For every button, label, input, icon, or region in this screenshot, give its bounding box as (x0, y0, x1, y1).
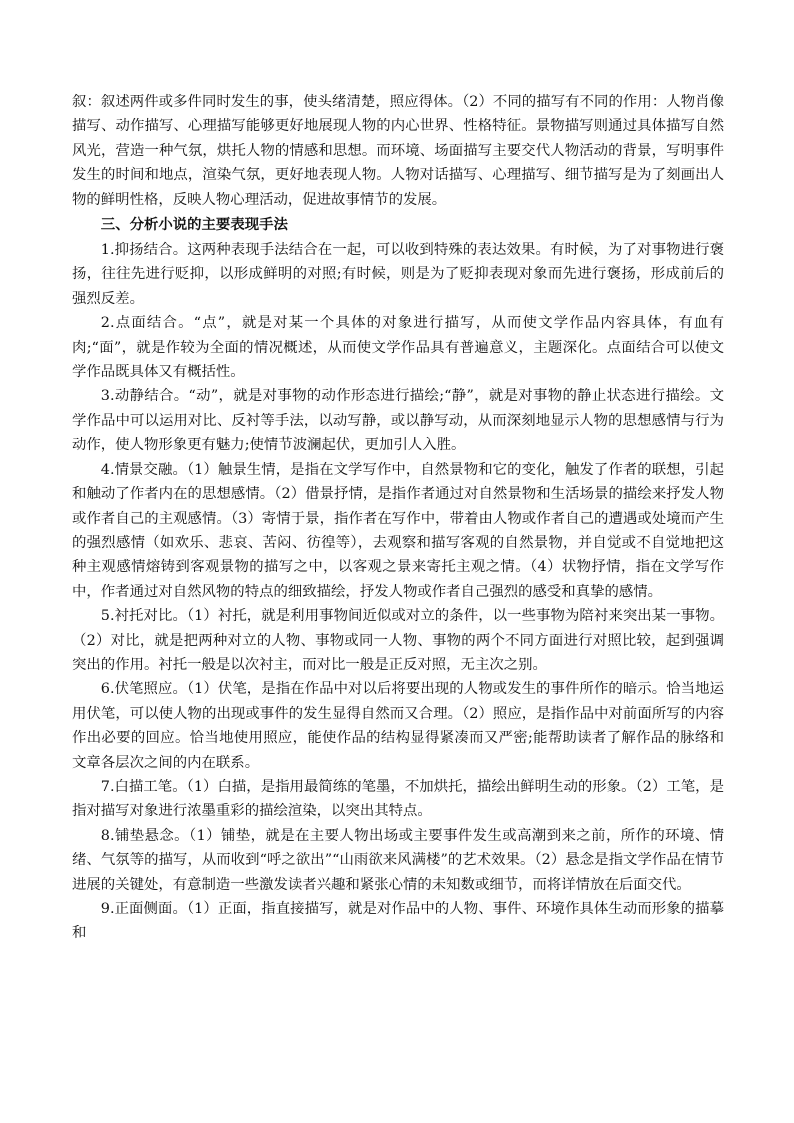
document-body (72, 90, 724, 946)
technique-item-5: 5.衬托对比。（1）衬托，就是利用事物间近似或对立的条件，以一些事物为陪衬来突出某一事物。（2）对比，就是把两种对立的人物、事物或同一人物、事物的两个不同方面进行对照比较，起到强调突出的作用。衬托一般是以次衬主，而对比一般是正反对照，无主次之别。 (72, 608, 724, 673)
section-heading: 三、分析小说的主要表现手法 (100, 216, 288, 234)
technique-item-6: 6.伏笔照应。（1）伏笔，是指在作品中对以后将要出现的人物或发生的事件所作的暗示。恰当地运用伏笔，可以使人物的出现或事件的发生显得自然而又合理。（2）照应，是指作品中对前面所写的内容作出必要的回应。恰当地使用照应，能使作品的结构显得紧凑而又严密;能帮助读者了解作品的脉络和文章各层次之间的内在联系。 (72, 681, 724, 771)
technique-item-1: 1.抑扬结合。这两种表现手法结合在一起，可以收到特殊的表达效果。有时候，为了对事物进行褒扬，往往先进行贬抑，以形成鲜明的对照;有时候，则是为了贬抑表现对象而先进行褒扬，形成前后的强烈反差。 (72, 242, 724, 307)
technique-item-2: 2.点面结合。“点”，就是对某一个具体的对象进行描写，从而使文学作品内容具体，有血有肉;“面”，就是作较为全面的情况概述，从而使文学作品具有普遍意义，主题深化。点面结合可以使文学作品既具体又有概括性。 (72, 315, 724, 381)
technique-item-3: 3.动静结合。“动”，就是对事物的动作形态进行描绘;“静”，就是对事物的静止状态进行描绘。文学作品中可以运用对比、反衬等手法，以动写静，或以静写动，从而深刻地显示人物的思想感情与行为动作，使人物形象更有魅力;使情节波澜起伏，更加引人入胜。 (72, 388, 724, 454)
technique-item-8: 8.铺垫悬念。（1）铺垫，就是在主要人物出场或主要事件发生或高潮到来之前，所作的环境、情绪、气氛等的描写，从而收到“呼之欲出”“山雨欲来风满楼”的艺术效果。（2）悬念是指文学作品在情节进展的关键处，有意制造一些激发读者兴趣和紧张心情的未知数或细节，而将详情放在后面交代。 (72, 827, 724, 893)
technique-item-9: 9.正面侧面。（1）正面，指直接描写，就是对作品中的人物、事件、环境作具体生动而形象的描摹和 (72, 901, 724, 942)
technique-item-4: 4.情景交融。（1）触景生情，是指在文学写作中，自然景物和它的变化，触发了作者的联想，引起和触动了作者内在的思想感情。（2）借景抒情，是指作者通过对自然景物和生活场景的描绘来抒发人物或作者自己的主观感情。（3）寄情于景，指作者在写作中，带着由人物或作者自己的遭遇或处境而产生的强烈感情（如欢乐、悲哀、苦闷、彷徨等），去观察和描写客观的自然景物，并自觉或不自觉地把这种主观感情熔铸到客观景物的描写之中，以客观之景来寄托主观之情。（4）状物抒情，指在文学写作中，作者通过对自然风物的特点的细致描绘，抒发人物或作者自己强烈的感受和真挚的感情。 (72, 461, 724, 600)
technique-item-7: 7.白描工笔。（1）白描，是指用最简练的笔墨，不加烘托，描绘出鲜明生动的形象。（2）工笔，是指对描写对象进行浓墨重彩的描绘渲染，以突出其特点。 (72, 778, 724, 820)
intro-paragraph: 叙：叙述两件或多件同时发生的事，使头绪清楚，照应得体。（2）不同的描写有不同的作用：人物肖像描写、动作描写、心理描写能够更好地展现人物的内心世界、性格特征。景物描写则通过具体描写自然风光，营造一种气氛，烘托人物的情感和思想。而环境、场面描写主要交代人物活动的背景，写明事件发生的时间和地点，渲染气氛，更好地表现人物。人物对话描写、心理描写、细节描写是为了刻画出人物的鲜明性格，反映人物心理活动，促进故事情节的发展。 (72, 94, 724, 208)
